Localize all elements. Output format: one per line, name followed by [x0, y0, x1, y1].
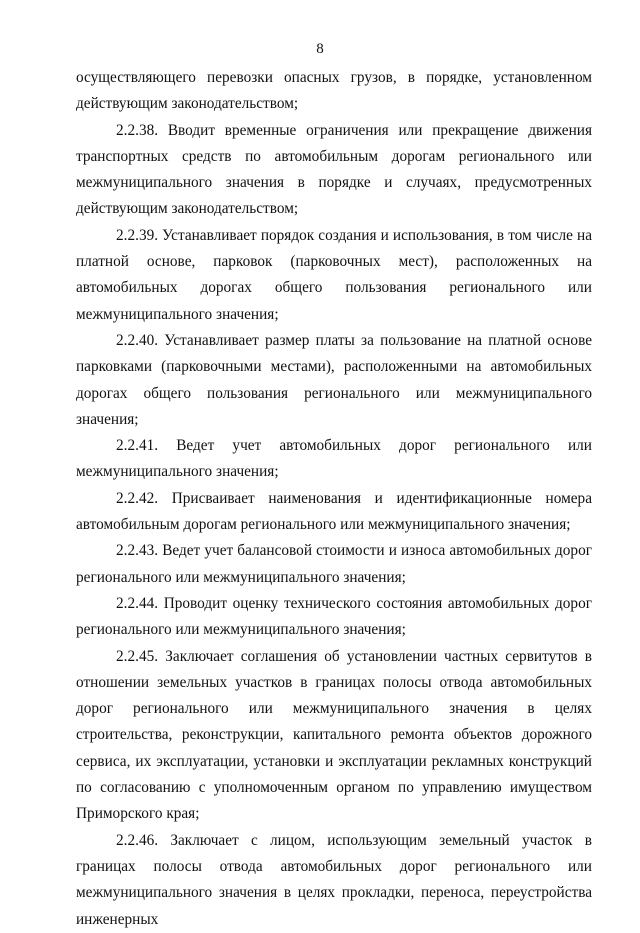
paragraph-2-2-40: 2.2.40. Устанавливает размер платы за пользование на платной основе парковками (парковочными местами), расположенными на автомобильных дорогах общего пользования регионального или межмуниципального значения; — [76, 331, 592, 428]
paragraph-2-2-46: 2.2.46. Заключает с лицом, использующим земельный участок в границах полосы отвода автомобильных дорог регионального или межмуниципального значения в целях прокладки, переноса, переустройства инженерных — [76, 831, 592, 928]
paragraph-2-2-44: 2.2.44. Проводит оценку технического состояния автомобильных дорог регионального или межмуниципального значения; — [76, 594, 592, 639]
document-body — [76, 65, 592, 933]
page-number: 8 — [316, 41, 324, 57]
paragraph-continuation: осуществляющего перевозки опасных грузов, в порядке, установленном действующим законодательством; — [76, 69, 592, 113]
paragraph-2-2-41: 2.2.41. Ведет учет автомобильных дорог регионального или межмуниципального значения; — [76, 437, 592, 481]
paragraph-2-2-38: 2.2.38. Вводит временные ограничения или прекращение движения транспортных средств по автомобильным дорогам регионального или межмуниципального значения в порядке и случаях, предусмотренных действующим законодательством; — [76, 121, 592, 218]
paragraph-2-2-45: 2.2.45. Заключает соглашения об установлении частных сервитутов в отношении земельных участков в границах полосы отвода автомобильных дорог регионального или межмуниципального значения в целях строительства, реконструкции, капитального ремонта объектов дорожного сервиса, их эксплуатации, установки и эксплуатации рекламных конструкций по согласованию с уполномоченным органом по управлению имуществом Приморского края; — [76, 647, 592, 823]
paragraph-2-2-43: 2.2.43. Ведет учет балансовой стоимости и износа автомобильных дорог регионального или межмуниципального значения; — [76, 542, 592, 586]
paragraph-2-2-39: 2.2.39. Устанавливает порядок создания и использования, в том числе на платной основе, парковок (парковочных мест), расположенных на автомобильных дорогах общего пользования регионального или межмуниципального значения; — [76, 226, 592, 323]
paragraph-2-2-42: 2.2.42. Присваивает наименования и идентификационные номера автомобильным дорогам регионального или межмуниципального значения; — [76, 489, 592, 534]
